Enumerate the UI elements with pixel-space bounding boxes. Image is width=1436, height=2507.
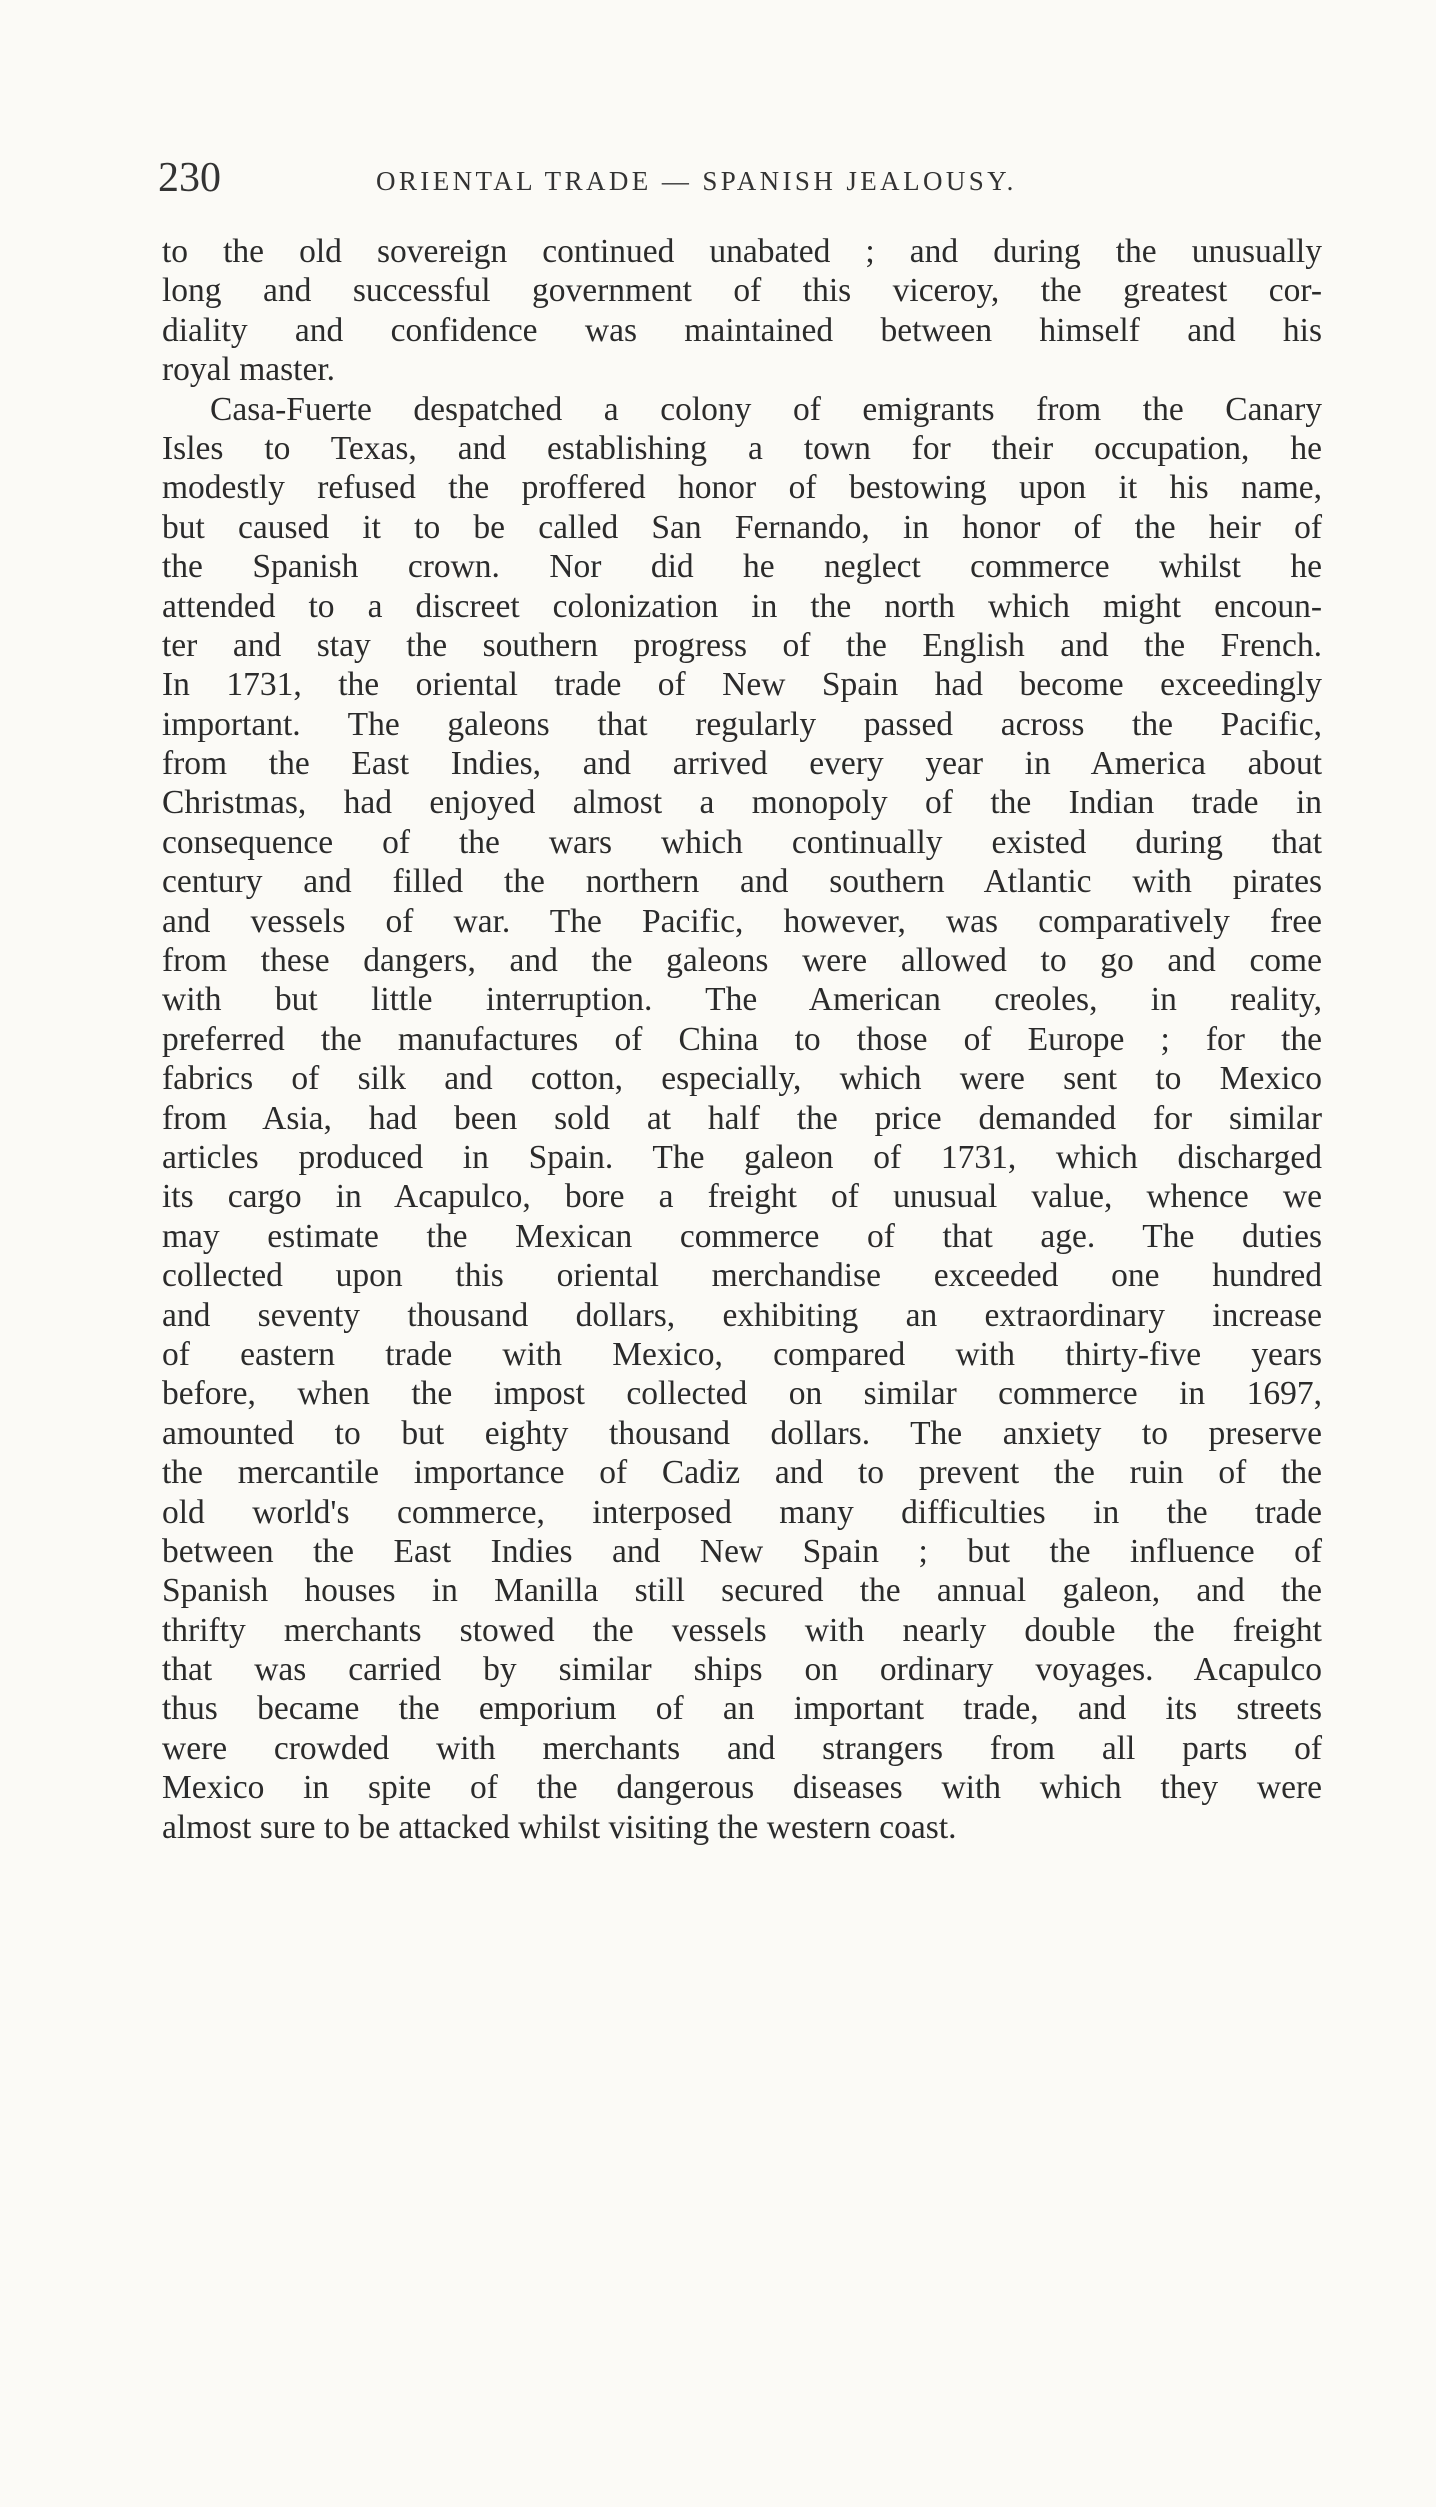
text-line: of eastern trade with Mexico, compared with thirty-five years: [162, 1335, 1322, 1373]
text-line: In 1731, the oriental trade of New Spain had become exceedingly: [162, 666, 1322, 704]
text-line: royal master.: [162, 351, 336, 389]
text-line: consequence of the wars which continually existed during that: [162, 823, 1322, 861]
text-line: Isles to Texas, and establishing a town for their occupation, he: [162, 429, 1322, 467]
text-line: from these dangers, and the galeons were allowed to go and come: [162, 942, 1322, 980]
text-line: ter and stay the southern progress of the English and the French.: [162, 626, 1322, 664]
text-line: its cargo in Acapulco, bore a freight of unusual value, whence we: [162, 1178, 1322, 1216]
paragraph: [162, 232, 1322, 390]
text-line: thus became the emporium of an important trade, and its streets: [162, 1690, 1322, 1728]
text-line: and seventy thousand dollars, exhibiting an extraordinary increase: [162, 1296, 1322, 1334]
text-line: between the East Indies and New Spain ; but the influence of: [162, 1532, 1322, 1570]
text-line: attended to a discreet colonization in the north which might encoun-: [162, 587, 1322, 625]
text-line: Mexico in spite of the dangerous diseases with which they were: [162, 1769, 1322, 1807]
paragraph: [162, 390, 1322, 1847]
text-line: thrifty merchants stowed the vessels with nearly double the freight: [162, 1611, 1322, 1649]
text-line: the Spanish crown. Nor did he neglect commerce whilst he: [162, 548, 1322, 586]
text-line: preferred the manufactures of China to those of Europe ; for the: [162, 1020, 1322, 1058]
text-line: that was carried by similar ships on ordinary voyages. Acapulco: [162, 1651, 1322, 1689]
text-line: almost sure to be attacked whilst visiting the western coast.: [162, 1808, 957, 1846]
running-title: ORIENTAL TRADE — SPANISH JEALOUSY.: [376, 166, 1017, 196]
text-line: but caused it to be called San Fernando, in honor of the heir of: [162, 508, 1322, 546]
running-head: [158, 148, 1318, 208]
text-line: before, when the impost collected on similar commerce in 1697,: [162, 1375, 1322, 1413]
text-line: century and filled the northern and southern Atlantic with pirates: [162, 863, 1322, 901]
text-line: from the East Indies, and arrived every year in America about: [162, 745, 1322, 783]
page-number: 230: [158, 155, 221, 201]
text-line: and vessels of war. The Pacific, however, was comparatively free: [162, 902, 1322, 940]
text-line: to the old sovereign continued unabated ; and during the unusually: [162, 233, 1322, 270]
text-line: were crowded with merchants and strangers from all parts of: [162, 1729, 1322, 1767]
text-line: the mercantile importance of Cadiz and to prevent the ruin of the: [162, 1454, 1322, 1492]
text-line: from Asia, had been sold at half the price demanded for similar: [162, 1099, 1322, 1137]
text-line: Casa-Fuerte despatched a colony of emigrants from the Canary: [210, 390, 1322, 428]
text-line: modestly refused the proffered honor of bestowing upon it his name,: [162, 469, 1322, 507]
text-line: old world's commerce, interposed many difficulties in the trade: [162, 1493, 1322, 1531]
text-line: with but little interruption. The American creoles, in reality,: [162, 981, 1322, 1019]
text-line: Spanish houses in Manilla still secured the annual galeon, and the: [162, 1572, 1322, 1610]
text-line: diality and confidence was maintained between himself and his: [162, 311, 1322, 349]
text-line: amounted to but eighty thousand dollars. The anxiety to preserve: [162, 1414, 1322, 1452]
text-line: articles produced in Spain. The galeon of 1731, which discharged: [162, 1138, 1322, 1176]
body-text: [162, 232, 1322, 1847]
text-line: important. The galeons that regularly passed across the Pacific,: [162, 705, 1322, 743]
text-line: Christmas, had enjoyed almost a monopoly of the Indian trade in: [162, 784, 1322, 822]
text-line: fabrics of silk and cotton, especially, which were sent to Mexico: [162, 1060, 1322, 1098]
text-line: collected upon this oriental merchandise exceeded one hundred: [162, 1257, 1322, 1295]
text-line: may estimate the Mexican commerce of that age. The duties: [162, 1217, 1322, 1255]
text-line: long and successful government of this viceroy, the greatest cor-: [162, 272, 1322, 310]
